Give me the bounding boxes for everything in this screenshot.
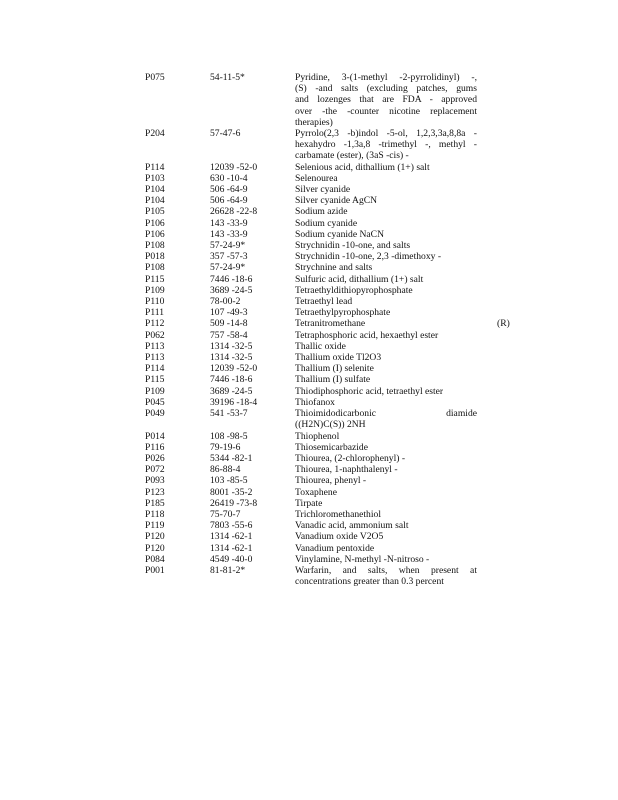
substance-name <box>295 520 477 531</box>
waste-code: P001 <box>145 564 165 576</box>
table-row <box>145 352 575 363</box>
waste-code: P113 <box>145 340 165 352</box>
table-row <box>145 520 575 531</box>
substance-name <box>295 386 477 397</box>
substance-name-line: Tetraethylpyrophosphate <box>295 307 391 319</box>
cas-number: 54-11-5* <box>210 72 245 83</box>
substance-name-line: Vinylamine, N-methyl -N-nitroso - <box>295 553 430 565</box>
waste-code: P111 <box>145 307 165 319</box>
waste-code: P120 <box>145 542 165 554</box>
table-row <box>145 296 575 307</box>
substance-name <box>295 72 477 128</box>
waste-code: P110 <box>145 296 165 308</box>
table-row <box>145 162 575 173</box>
substance-name-line: Tirpate <box>295 497 323 509</box>
substance-name <box>295 453 477 464</box>
substance-name-line: Thioimidodicarbonic diamide <box>295 408 477 420</box>
substance-name <box>295 554 477 565</box>
cas-number: 143 -33-9 <box>210 217 248 229</box>
cas-number: 75-70-7 <box>210 508 241 520</box>
substance-name-line: Sodium azide <box>295 206 348 218</box>
cas-number: 57-24-9* <box>210 240 246 252</box>
substance-name <box>295 543 477 554</box>
substance-name-line: Vanadium pentoxide <box>295 542 375 554</box>
table-row <box>145 173 575 184</box>
table-row <box>145 509 575 520</box>
table-row <box>145 72 575 128</box>
waste-code: P018 <box>145 251 165 263</box>
substance-name-line: Silver cyanide AgCN <box>295 195 378 207</box>
substance-name <box>295 431 477 442</box>
table-row <box>145 453 575 464</box>
substance-name-line: Thiourea, 1-naphthalenyl - <box>295 464 398 476</box>
cas-number: 541 -53-7 <box>210 408 248 420</box>
waste-code: P045 <box>145 396 165 408</box>
substance-name-line: Vanadium oxide V2O5 <box>295 531 384 543</box>
waste-code: P106 <box>145 217 165 229</box>
substance-name-line: Thallium (I) selenite <box>295 363 374 375</box>
waste-code: P114 <box>145 161 165 173</box>
table-row <box>145 487 575 498</box>
table-row <box>145 363 575 374</box>
table-row <box>145 374 575 385</box>
table-row <box>145 531 575 542</box>
substance-name-line: Warfarin, and salts, when present at <box>295 564 477 576</box>
cas-number: 1314 -62-1 <box>210 542 253 554</box>
substance-name-line: Thallium oxide Tl2O3 <box>295 352 382 364</box>
substance-name <box>295 330 477 341</box>
table-row <box>145 274 575 285</box>
waste-code: P109 <box>145 385 165 397</box>
substance-name <box>295 162 477 173</box>
cas-number: 78-00-2 <box>210 296 241 308</box>
table-row <box>145 218 575 229</box>
substance-name-line: Tetranitromethane <box>295 318 366 330</box>
substance-name-line: concentrations greater than 0.3 percent <box>295 576 444 588</box>
substance-name <box>295 565 477 587</box>
waste-code: P062 <box>145 329 165 341</box>
substance-name <box>295 318 477 329</box>
table-row <box>145 195 575 206</box>
substance-name-line: Strychnidin -10-one, 2,3 -dimethoxy - <box>295 251 442 263</box>
cas-number: 108 -98-5 <box>210 430 248 442</box>
waste-code: P093 <box>145 475 165 487</box>
table-row <box>145 330 575 341</box>
substance-name-line: Trichloromethanethiol <box>295 508 381 520</box>
substance-name <box>295 498 477 509</box>
table-row <box>145 285 575 296</box>
cas-number: 143 -33-9 <box>210 228 248 240</box>
substance-name <box>295 218 477 229</box>
substance-name <box>295 408 477 430</box>
substance-name-line: Selenious acid, dithallium (1+) salt <box>295 161 430 173</box>
waste-code: P103 <box>145 172 165 184</box>
table-row <box>145 442 575 453</box>
substance-name <box>295 173 477 184</box>
waste-code: P084 <box>145 553 165 565</box>
substance-name <box>295 296 477 307</box>
substance-name <box>295 397 477 408</box>
cas-number: 57-24-9* <box>210 262 246 274</box>
substance-name <box>295 262 477 273</box>
substance-name <box>295 352 477 363</box>
cas-number: 7446 -18-6 <box>210 273 253 285</box>
waste-code: P204 <box>145 128 165 140</box>
substance-name-line: Pyridine, 3-(1-methyl -2-pyrrolidinyl) -, <box>295 72 477 83</box>
cas-number: 3689 -24-5 <box>210 284 253 296</box>
hazardous-waste-table <box>145 72 575 587</box>
waste-code: P104 <box>145 184 165 196</box>
substance-name <box>295 195 477 206</box>
waste-code: P105 <box>145 206 165 218</box>
substance-name <box>295 374 477 385</box>
table-row <box>145 184 575 195</box>
cas-number: 8001 -35-2 <box>210 486 253 498</box>
waste-code: P115 <box>145 273 165 285</box>
cas-number: 3689 -24-5 <box>210 385 253 397</box>
substance-name <box>295 341 477 352</box>
cas-number: 4549 -40-0 <box>210 553 253 565</box>
substance-name-line: Tetraethyl lead <box>295 296 353 308</box>
cas-number: 26628 -22-8 <box>210 206 258 218</box>
substance-name-line: Toxaphene <box>295 486 337 498</box>
cas-number: 26419 -73-8 <box>210 497 258 509</box>
table-row <box>145 229 575 240</box>
waste-code: P014 <box>145 430 165 442</box>
waste-code: P112 <box>145 318 165 330</box>
cas-number: 79-19-6 <box>210 441 241 453</box>
table-row <box>145 128 575 162</box>
cas-number: 103 -85-5 <box>210 475 248 487</box>
substance-name <box>295 531 477 542</box>
substance-name-line: Vanadic acid, ammonium salt <box>295 520 409 532</box>
cas-number: 5344 -82-1 <box>210 452 253 464</box>
substance-name-line: Thiourea, (2-chlorophenyl) - <box>295 452 406 464</box>
substance-name <box>295 128 477 162</box>
substance-name-line: therapies) <box>295 116 333 128</box>
substance-name-line: Thallium (I) sulfate <box>295 374 371 386</box>
cas-number: 107 -49-3 <box>210 307 248 319</box>
waste-code: P049 <box>145 408 165 420</box>
substance-name <box>295 240 477 251</box>
substance-name <box>295 206 477 217</box>
substance-name-line: Tetraphosphoric acid, hexaethyl ester <box>295 329 439 341</box>
table-row <box>145 498 575 509</box>
substance-name-line: over -the -counter nicotine replacement <box>295 105 477 117</box>
substance-name-line: Thiosemicarbazide <box>295 441 368 453</box>
cas-number: 506 -64-9 <box>210 195 248 207</box>
substance-name-line: Sulfuric acid, dithallium (1+) salt <box>295 273 424 285</box>
substance-name <box>295 307 477 318</box>
waste-code: P118 <box>145 508 165 520</box>
substance-name <box>295 487 477 498</box>
waste-code: P108 <box>145 240 165 252</box>
substance-name <box>295 475 477 486</box>
substance-name-line: Strychnidin -10-one, and salts <box>295 240 411 252</box>
table-row <box>145 543 575 554</box>
substance-name <box>295 363 477 374</box>
waste-code: P114 <box>145 363 165 375</box>
substance-name-line: Strychnine and salts <box>295 262 373 274</box>
substance-name-line: Sodium cyanide <box>295 217 358 229</box>
waste-code: P106 <box>145 228 165 240</box>
table-row <box>145 307 575 318</box>
substance-name <box>295 285 477 296</box>
waste-code: P115 <box>145 374 165 386</box>
cas-number: 57-47-6 <box>210 128 241 140</box>
cas-number: 509 -14-8 <box>210 318 248 330</box>
substance-name <box>295 464 477 475</box>
substance-name-line: Thiodiphosphoric acid, tetraethyl ester <box>295 385 444 397</box>
substance-name <box>295 274 477 285</box>
table-row <box>145 251 575 262</box>
cas-number: 81-81-2* <box>210 564 246 576</box>
waste-code: P123 <box>145 486 165 498</box>
cas-number: 12039 -52-0 <box>210 161 258 173</box>
substance-name-line: ((H2N)C(S)) 2NH <box>295 419 366 431</box>
table-row <box>145 386 575 397</box>
substance-name <box>295 442 477 453</box>
waste-code: P075 <box>145 72 165 83</box>
waste-code: P072 <box>145 464 165 476</box>
cas-number: 630 -10-4 <box>210 172 248 184</box>
cas-number: 1314 -32-5 <box>210 340 253 352</box>
substance-name-line: carbamate (ester), (3aS -cis) - <box>295 150 409 162</box>
table-row <box>145 262 575 273</box>
table-row <box>145 341 575 352</box>
cas-number: 12039 -52-0 <box>210 363 258 375</box>
table-row <box>145 397 575 408</box>
cas-number: 1314 -32-5 <box>210 352 253 364</box>
substance-name <box>295 509 477 520</box>
waste-code: P026 <box>145 452 165 464</box>
cas-number: 7803 -55-6 <box>210 520 253 532</box>
table-row <box>145 554 575 565</box>
table-row <box>145 464 575 475</box>
waste-code: P119 <box>145 520 165 532</box>
waste-code: P108 <box>145 262 165 274</box>
substance-name-line: Silver cyanide <box>295 184 351 196</box>
substance-name-line: Sodium cyanide NaCN <box>295 228 384 240</box>
cas-number: 757 -58-4 <box>210 329 248 341</box>
substance-name-line: (S) -and salts (excluding patches, gums <box>295 83 477 95</box>
waste-code: P104 <box>145 195 165 207</box>
cas-number: 86-88-4 <box>210 464 241 476</box>
substance-name <box>295 229 477 240</box>
table-row <box>145 318 575 329</box>
hazard-code-note: (R) <box>497 318 510 330</box>
table-row <box>145 565 575 587</box>
waste-code: P109 <box>145 284 165 296</box>
table-row <box>145 431 575 442</box>
substance-name-line: Thiofanox <box>295 396 335 408</box>
cas-number: 7446 -18-6 <box>210 374 253 386</box>
substance-name-line: Pyrrolo(2,3 -b)indol -5-ol, 1,2,3,3a,8,8a - <box>295 128 477 140</box>
waste-code: P185 <box>145 497 165 509</box>
table-row <box>145 240 575 251</box>
substance-name-line: and lozenges that are FDA - approved <box>295 94 477 106</box>
waste-code: P113 <box>145 352 165 364</box>
substance-name <box>295 251 477 262</box>
substance-name-line: Selenourea <box>295 172 338 184</box>
substance-name-line: Thiourea, phenyl - <box>295 475 367 487</box>
waste-code: P116 <box>145 441 165 453</box>
waste-code: P120 <box>145 531 165 543</box>
table-row <box>145 408 575 430</box>
substance-name-line: Tetraethyldithiopyrophosphate <box>295 284 413 296</box>
table-row <box>145 206 575 217</box>
cas-number: 506 -64-9 <box>210 184 248 196</box>
table-row <box>145 475 575 486</box>
cas-number: 1314 -62-1 <box>210 531 253 543</box>
substance-name-line: Thiophenol <box>295 430 340 442</box>
cas-number: 39196 -18-4 <box>210 396 258 408</box>
substance-name-line: hexahydro -1,3a,8 -trimethyl -, methyl - <box>295 139 477 151</box>
cas-number: 357 -57-3 <box>210 251 248 263</box>
substance-name <box>295 184 477 195</box>
substance-name-line: Thallic oxide <box>295 340 346 352</box>
